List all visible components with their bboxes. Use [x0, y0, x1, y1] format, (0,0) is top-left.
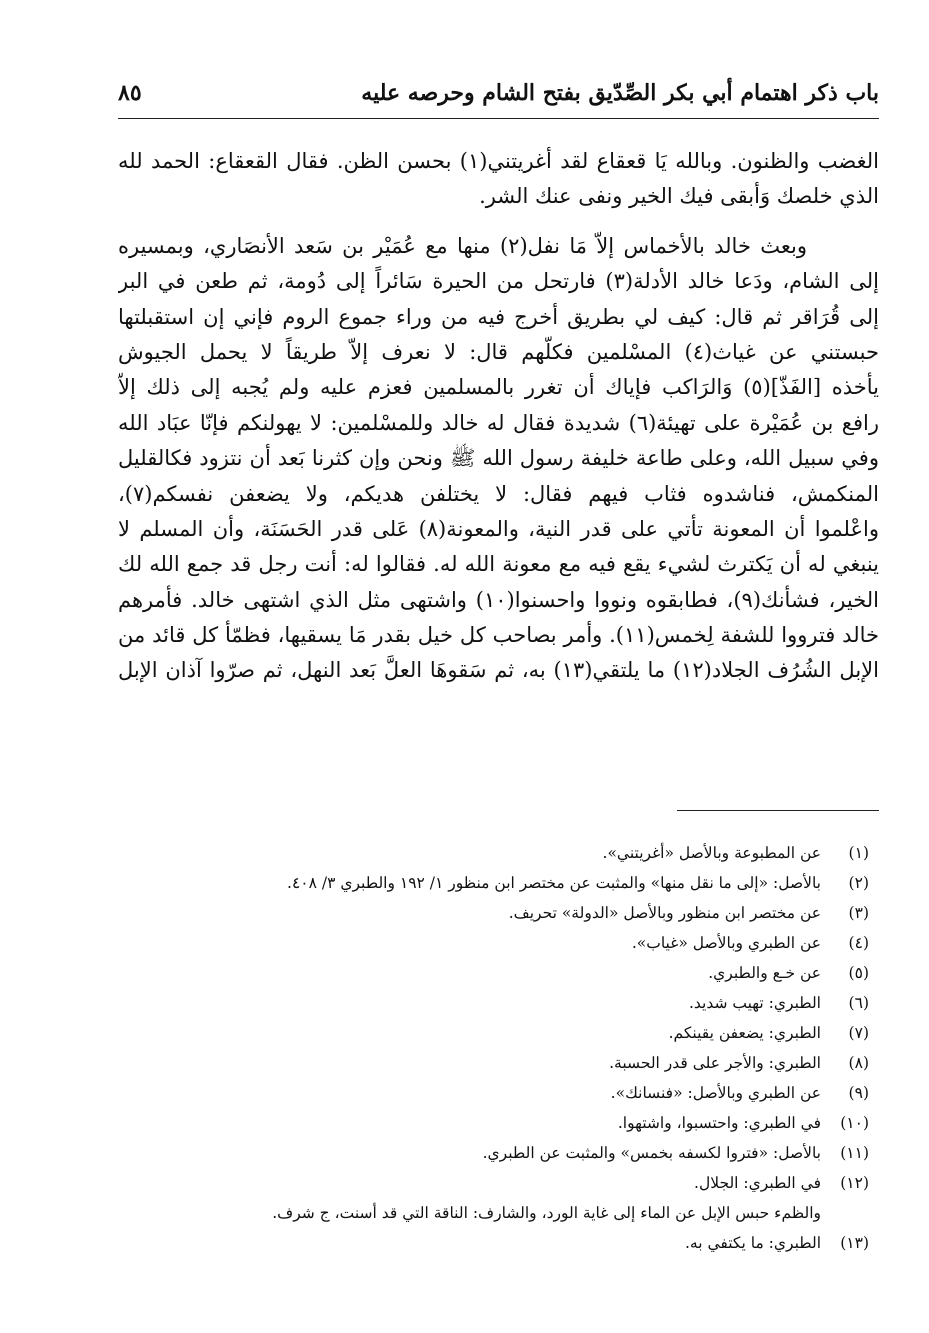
footnote [118, 1228, 869, 1258]
text-line: إلى قُرَاقر ثم قال: كيف لي بطريق أخرج فيه من وراء جموع الروم فإني إن استقبلتها [118, 304, 879, 329]
text-line: حبستني عن غياث(٤) المسْلمين فكلّهم قال: لا نعرف إلاّ طريقاً لا يحمل الجيوش [118, 339, 879, 364]
footnote [118, 958, 869, 988]
footnote-text: بالأصل: «إلى ما نقل منها» والمثبت عن مختصر ابن منظور ١/ ١٩٢ والطبري ٣/ ٤٠٨. [287, 874, 821, 892]
paragraph [118, 229, 879, 689]
footnote-text: عن الطبري وبالأصل «غياب». [631, 934, 821, 952]
main-text [118, 144, 879, 689]
text-line: إلى الشام، ودَعا خالد الأدلة(٣) فارتحل من الحيرة سَائراً إلى دُومة، ثم طعن في البر [118, 269, 879, 294]
footnote-number: (١٣) [840, 1234, 869, 1252]
text-line: الذي خلصك وَأبقى فيك الخير ونفى عنك الشر. [479, 184, 879, 209]
footnote [118, 1048, 869, 1078]
footnote-number: (٧) [848, 1024, 869, 1042]
text-line: الإبل الشُرُف الجلاد(١٢) ما يلتقي(١٣) به، ثم سَقوهَا العلَّ بَعد النهل، ثم صرّوا آذان الإبل [118, 658, 879, 683]
footnote [118, 898, 869, 928]
footnote-text: والظمء حبس الإبل عن الماء إلى غاية الورد، والشارف: الناقة التي قد أسنت، ج شرف. [272, 1204, 821, 1222]
footnote [118, 988, 869, 1018]
paragraph-gap [118, 215, 879, 229]
page-number: ٨٥ [118, 80, 142, 106]
text-line: ينبغي له أن يَكترث لشيء يقع فيه مع معونة الله له. فقالوا له: أنت رجل قد جمع الله لك [118, 552, 879, 577]
footnote-divider [677, 810, 879, 811]
footnote-text: عن خـع والطبري. [708, 964, 821, 982]
footnote-number: (٨) [848, 1054, 869, 1072]
text-line: الخير، فشأنك(٩)، فطابقوه ونووا واحسنوا(١٠) واشتهى مثل الذي اشتهى خالد. فأمرهم [118, 587, 879, 612]
footnote-number: (٦) [848, 994, 869, 1012]
footnote-text: بالأصل: «فتروا لكسفه بخمس» والمثبت عن الطبري. [482, 1144, 821, 1162]
footnote-number: (٤) [848, 934, 869, 952]
footnote-number: (١٢) [840, 1174, 869, 1192]
footnote [118, 1078, 869, 1108]
footnote-text: الطبري: يضعفن يقينكم. [668, 1024, 821, 1042]
text-line: رافع بن عُمَيْرة على تهيئة(٦) شديدة فقال له خالد وللمسْلمين: لا يهولنكم فإنّا عبَاد الله [118, 410, 879, 435]
footnote-text: الطبري: ما يكتفي به. [685, 1234, 821, 1252]
text-line: خالد فترووا للشفة لِخمس(١١). وأمر بصاحب كل خيل بقدر مَا يسقيها، فظمّأ كل قائد من [118, 623, 879, 648]
footnote [118, 1018, 869, 1048]
footnote-number: (١٠) [840, 1114, 869, 1132]
footnote-text: الطبري: تهيب شديد. [688, 994, 821, 1012]
footnote-text: عن المطبوعة وبالأصل «أغريتني». [602, 844, 821, 862]
footnote-text: عن الطبري وبالأصل: «فنسانك». [610, 1084, 821, 1102]
footnote [118, 928, 869, 958]
footnote [118, 1138, 869, 1168]
footnote-number: (٩) [848, 1084, 869, 1102]
footnote-number: (١) [848, 844, 869, 862]
footnotes [118, 838, 869, 1258]
footnote-number: (١١) [840, 1144, 869, 1162]
footnote-text: الطبري: والأجر على قدر الحسبة. [609, 1054, 821, 1072]
text-line: المنكمش، فناشدوه فثاب فيهم فقال: لا يختلفن هديكم، ولا يضعفن نفسكم(٧)، [118, 481, 879, 506]
footnote [118, 1168, 869, 1198]
footnote-text: في الطبري: واحتسبوا، واشتهوا. [617, 1114, 821, 1132]
footnote [118, 868, 869, 898]
paragraph [118, 144, 879, 215]
chapter-title: باب ذكر اهتمام أبي بكر الصِّدّيق بفتح الشام وحرصه عليه [361, 80, 879, 106]
footnote-text: عن مختصر ابن منظور وبالأصل «الدولة» تحريف. [508, 904, 821, 922]
footnote-number: (٣) [848, 904, 869, 922]
text-line: يأخذه [الفَذّ](٥) وَالرَاكب فإياك أن تغرر بالمسلمين فعزم عليه ولم يُجبه إلى ذلك إلاّ [118, 375, 879, 400]
footnote [118, 1108, 869, 1138]
text-line: الغضب والظنون. وبالله يَا قعقاع لقد أغريتني(١) بحسن الظن. فقال القعقاع: الحمد لله [118, 149, 879, 173]
text-line: واعْلموا أن المعونة تأتي على قدر النية، والمعونة(٨) عَلى قدر الحَسَنَة، وأن المسلم لا [118, 516, 879, 541]
text-line: وفي سبيل الله، وعلى طاعة خليفة رسول الله ﷺ ونحن وإن كثرنا بَعد أن نتزود فكالقليل [118, 446, 879, 471]
footnote [118, 838, 869, 868]
footnote-text: في الطبري: الجلال. [694, 1174, 821, 1192]
footnote-continuation [118, 1198, 869, 1228]
footnote-number: (٢) [848, 874, 869, 892]
footnote-number: (٥) [848, 964, 869, 982]
running-header [118, 78, 879, 119]
text-line: وبعث خالد بالأخماس إلاّ مَا نفل(٢) منها مع عُمَيْر بن سَعد الأنصَاري، وبمسيره [118, 233, 808, 258]
